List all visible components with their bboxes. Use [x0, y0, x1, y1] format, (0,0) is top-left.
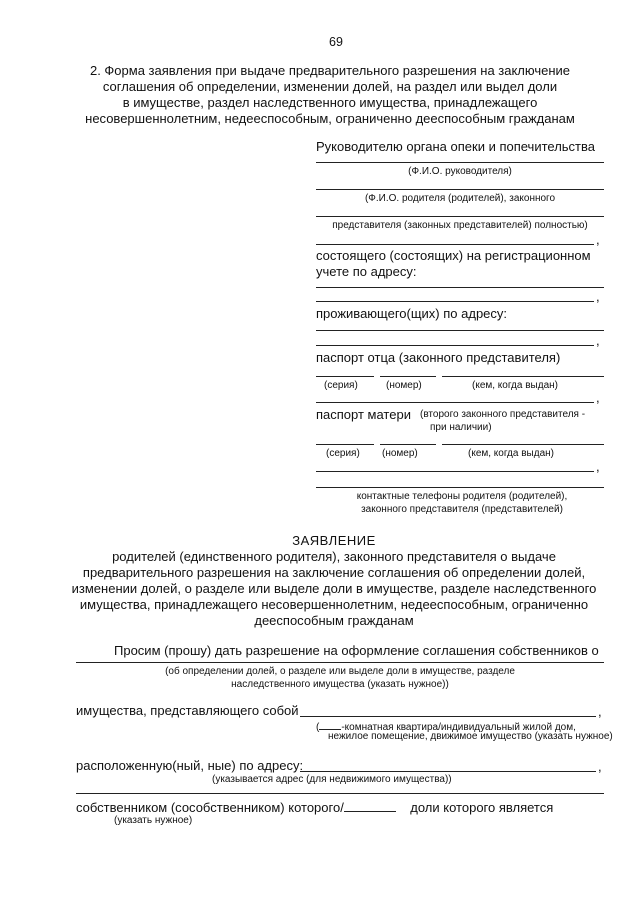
- address-caption: (указывается адрес (для недвижимого имущества)): [212, 774, 452, 785]
- agreement-type-caption-1: (об определении долей, о разделе или выделе доли в имуществе, разделе: [165, 666, 515, 677]
- request-text: Просим (прошу) дать разрешение на оформление соглашения собственников о: [114, 643, 599, 658]
- mother-passport-note-1: (второго законного представителя -: [420, 409, 586, 420]
- residing-address-line-2[interactable]: [316, 345, 594, 346]
- parent-fio-line-3[interactable]: [316, 244, 594, 245]
- heading-line-1: 2. Форма заявления при выдаче предварительного разрешения на заключение: [89, 63, 571, 78]
- recipient-label: Руководителю органа опеки и попечительства: [316, 139, 595, 154]
- father-series-line[interactable]: [316, 376, 374, 377]
- application-subtitle-2: предварительного разрешения на заключение соглашения об определении долей,: [82, 565, 586, 580]
- located-label: расположенную(ный, ные) по адресу:: [76, 758, 304, 773]
- comma: ,: [598, 704, 602, 719]
- parent-fio-line-1[interactable]: [316, 189, 604, 190]
- comma: ,: [596, 459, 600, 474]
- application-subtitle-1: родителей (единственного родителя), законного представителя о выдаче: [112, 549, 556, 564]
- property-caption-1: ( -комнатная квартира/индивидуальный жилой дом,: [316, 719, 576, 733]
- contact-phones-line[interactable]: [316, 487, 604, 488]
- application-subtitle-4: имущества, принадлежащего несовершеннолетним, недееспособным, ограниченно: [79, 597, 589, 612]
- application-title: ЗАЯВЛЕНИЕ: [292, 533, 376, 548]
- father-series-caption: (серия): [324, 380, 358, 391]
- parent-fio-caption-2: представителя (законных представителей) полностью): [332, 220, 588, 231]
- registration-address-line-1[interactable]: [316, 287, 604, 288]
- heading-line-3: в имуществе, раздел наследственного имущества, принадлежащего: [122, 95, 538, 110]
- father-passport-extra-line[interactable]: [316, 402, 594, 403]
- room-count-blank[interactable]: [319, 719, 341, 730]
- mother-series-line[interactable]: [316, 444, 374, 445]
- owner-caption: (указать нужное): [114, 815, 193, 826]
- mother-number-caption: (номер): [382, 448, 418, 459]
- comma: ,: [598, 759, 602, 774]
- registration-address-line-2[interactable]: [316, 301, 594, 302]
- mother-number-line[interactable]: [380, 444, 436, 445]
- comma: ,: [596, 333, 600, 348]
- mother-passport-extra-line[interactable]: [316, 471, 594, 472]
- father-issued-line[interactable]: [442, 376, 604, 377]
- application-subtitle-3: изменении долей, о разделе или выделе доли в имуществе, разделе наследственного: [71, 581, 597, 596]
- address-extra-line[interactable]: [76, 793, 604, 794]
- share-blank[interactable]: [344, 800, 396, 812]
- father-issued-caption: (кем, когда выдан): [472, 380, 558, 391]
- heading-line-2: соглашения об определении, изменении долей, на раздел или выдел доли: [102, 79, 558, 94]
- father-number-line[interactable]: [380, 376, 436, 377]
- agreement-type-caption-2: наследственного имущества (указать нужное)): [231, 679, 449, 690]
- father-number-caption: (номер): [386, 380, 422, 391]
- mother-passport-label: паспорт матери: [316, 407, 411, 422]
- application-subtitle-5: дееспособным гражданам: [254, 613, 414, 628]
- agreement-type-line[interactable]: [76, 662, 604, 663]
- residing-label: проживающего(щих) по адресу:: [316, 306, 508, 321]
- property-caption-2: нежилое помещение, движимое имущество (указать нужное): [328, 731, 613, 742]
- residing-address-line-1[interactable]: [316, 330, 604, 331]
- address-line[interactable]: [300, 771, 596, 772]
- page-number: 69: [329, 35, 343, 49]
- comma: ,: [596, 232, 600, 247]
- registered-label-2: учете по адресу:: [316, 264, 417, 279]
- head-fio-caption: (Ф.И.О. руководителя): [408, 166, 512, 177]
- parent-fio-line-2[interactable]: [316, 216, 604, 217]
- registered-label-1: состоящего (состоящих) на регистрационном: [316, 248, 591, 263]
- parent-fio-caption-1: (Ф.И.О. родителя (родителей), законного: [364, 193, 556, 204]
- comma: ,: [596, 390, 600, 405]
- father-passport-label: паспорт отца (законного представителя): [316, 350, 561, 365]
- contact-phones-caption-2: законного представителя (представителей): [361, 504, 563, 515]
- property-line[interactable]: [300, 716, 596, 717]
- mother-passport-note-2: при наличии): [430, 422, 492, 433]
- heading-line-4: несовершеннолетним, недееспособным, ограниченно дееспособным гражданам: [85, 111, 575, 126]
- owner-text: собственником (сособственником) которого/ доли которого является: [76, 800, 554, 815]
- mother-series-caption: (серия): [326, 448, 360, 459]
- property-label: имущества, представляющего собой: [76, 703, 299, 718]
- contact-phones-caption-1: контактные телефоны родителя (родителей),: [356, 491, 568, 502]
- mother-issued-line[interactable]: [442, 444, 604, 445]
- head-fio-line[interactable]: [316, 162, 604, 163]
- comma: ,: [596, 289, 600, 304]
- mother-issued-caption: (кем, когда выдан): [468, 448, 554, 459]
